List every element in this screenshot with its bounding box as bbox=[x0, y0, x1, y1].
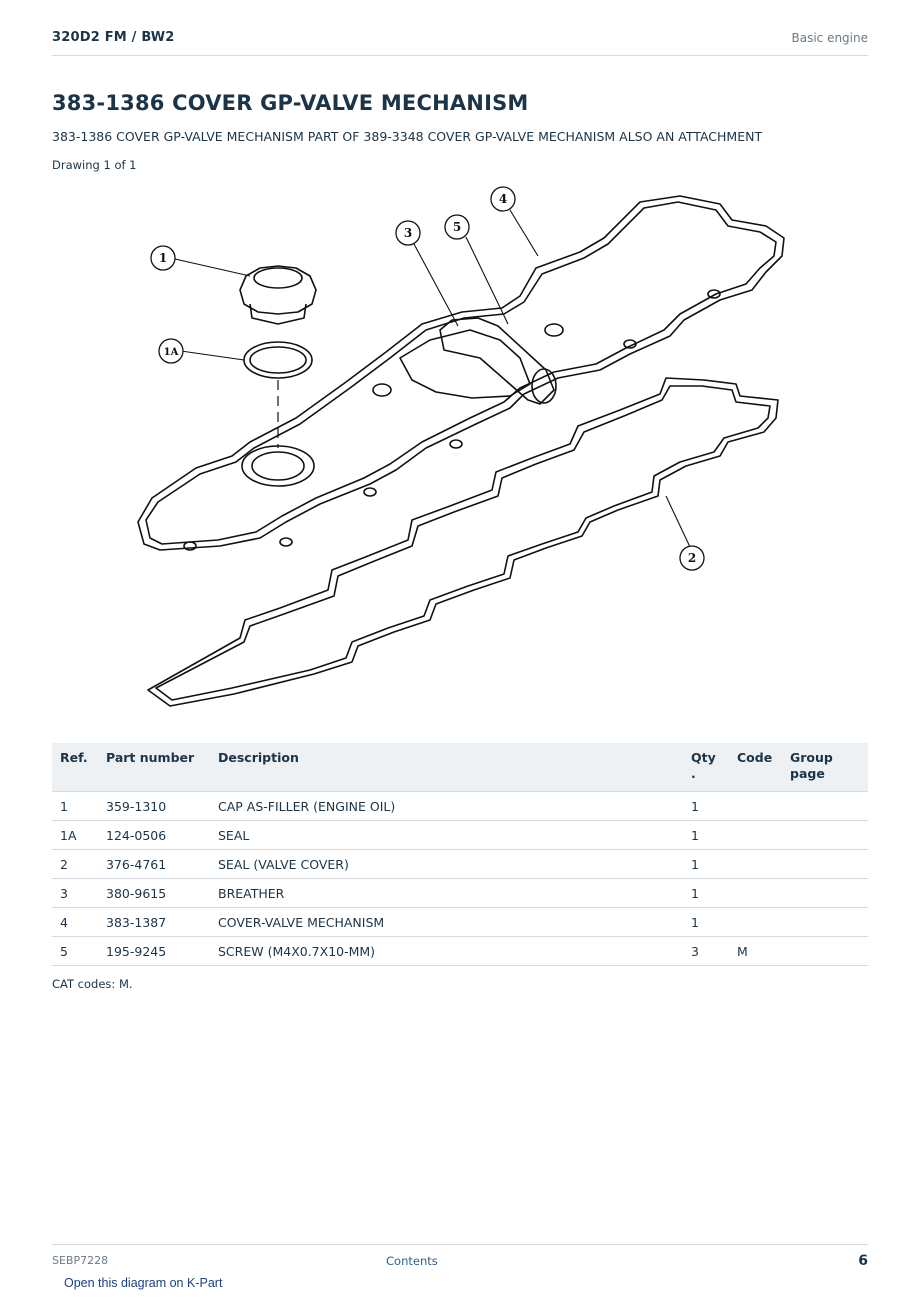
callout-4[interactable] bbox=[491, 187, 515, 211]
svg-text:3: 3 bbox=[403, 226, 413, 240]
cell-group-page bbox=[782, 850, 868, 879]
cell-description: COVER-VALVE MECHANISM bbox=[210, 908, 683, 937]
col-description: Description bbox=[210, 743, 683, 792]
cell-group-page bbox=[782, 821, 868, 850]
table-row[interactable] bbox=[52, 908, 868, 937]
drawing-label: Drawing 1 of 1 bbox=[52, 158, 137, 172]
cell-part-number: 380-9615 bbox=[98, 879, 210, 908]
svg-text:1A: 1A bbox=[163, 347, 179, 358]
cell-ref: 3 bbox=[52, 879, 98, 908]
parts-table bbox=[52, 743, 868, 966]
table-row[interactable] bbox=[52, 792, 868, 821]
table-row[interactable] bbox=[52, 850, 868, 879]
parts-diagram bbox=[100, 180, 820, 725]
svg-text:1: 1 bbox=[158, 251, 168, 265]
filler-cap bbox=[240, 266, 316, 314]
open-kpart-link[interactable]: Open this diagram on K-Part bbox=[64, 1276, 223, 1290]
valve-cover-body bbox=[138, 196, 784, 550]
callout-1[interactable] bbox=[151, 246, 175, 270]
cell-description: SCREW (M4X0.7X10-MM) bbox=[210, 937, 683, 966]
cell-group-page bbox=[782, 908, 868, 937]
cell-description: CAP AS-FILLER (ENGINE OIL) bbox=[210, 792, 683, 821]
col-code: Code bbox=[729, 743, 782, 792]
cell-code bbox=[729, 850, 782, 879]
callout-5[interactable] bbox=[445, 215, 469, 239]
cell-qty: 1 bbox=[683, 850, 729, 879]
cell-ref: 1A bbox=[52, 821, 98, 850]
cell-qty: 3 bbox=[683, 937, 729, 966]
model-breadcrumb: 320D2 FM / BW2 bbox=[52, 30, 175, 45]
table-header-row bbox=[52, 743, 868, 792]
callout-2[interactable] bbox=[680, 546, 704, 570]
table-row[interactable] bbox=[52, 821, 868, 850]
svg-text:5: 5 bbox=[452, 220, 462, 234]
cell-part-number: 359-1310 bbox=[98, 792, 210, 821]
section-name: Basic engine bbox=[791, 31, 868, 45]
cell-ref: 1 bbox=[52, 792, 98, 821]
cell-ref: 4 bbox=[52, 908, 98, 937]
cell-ref: 5 bbox=[52, 937, 98, 966]
col-part-number: Part number bbox=[98, 743, 210, 792]
table-row[interactable] bbox=[52, 879, 868, 908]
page-number: 6 bbox=[858, 1253, 868, 1269]
cell-qty: 1 bbox=[683, 792, 729, 821]
page-header bbox=[52, 28, 868, 56]
table-row[interactable] bbox=[52, 937, 868, 966]
breather-body bbox=[400, 330, 530, 398]
cell-code: M bbox=[729, 937, 782, 966]
cell-description: BREATHER bbox=[210, 879, 683, 908]
svg-text:2: 2 bbox=[687, 551, 697, 565]
document-id: SEBP7228 bbox=[52, 1254, 109, 1267]
cell-group-page bbox=[782, 937, 868, 966]
page-subtitle: 383-1386 COVER GP-VALVE MECHANISM PART OF 389-3348 COVER GP-VALVE MECHANISM ALSO AN ATTACHMENT bbox=[52, 129, 763, 144]
page-title: 383-1386 COVER GP-VALVE MECHANISM bbox=[52, 91, 529, 115]
cell-part-number: 195-9245 bbox=[98, 937, 210, 966]
cell-qty: 1 bbox=[683, 821, 729, 850]
cell-part-number: 383-1387 bbox=[98, 908, 210, 937]
cell-part-number: 376-4761 bbox=[98, 850, 210, 879]
cell-qty: 1 bbox=[683, 908, 729, 937]
cell-code bbox=[729, 908, 782, 937]
callout-3[interactable] bbox=[396, 221, 420, 245]
callout-1a[interactable] bbox=[159, 339, 183, 363]
cat-codes-note: CAT codes: M. bbox=[52, 977, 133, 991]
cell-code bbox=[729, 821, 782, 850]
cell-part-number: 124-0506 bbox=[98, 821, 210, 850]
svg-text:4: 4 bbox=[498, 192, 508, 206]
page-footer bbox=[52, 1244, 868, 1274]
col-ref: Ref. bbox=[52, 743, 98, 792]
col-group-page: Group page bbox=[782, 743, 868, 792]
cell-group-page bbox=[782, 792, 868, 821]
cell-group-page bbox=[782, 879, 868, 908]
cell-code bbox=[729, 879, 782, 908]
cell-code bbox=[729, 792, 782, 821]
contents-link[interactable]: Contents bbox=[386, 1254, 438, 1268]
cell-ref: 2 bbox=[52, 850, 98, 879]
cell-qty: 1 bbox=[683, 879, 729, 908]
col-qty: Qty . bbox=[683, 743, 729, 792]
cell-description: SEAL (VALVE COVER) bbox=[210, 850, 683, 879]
cell-description: SEAL bbox=[210, 821, 683, 850]
